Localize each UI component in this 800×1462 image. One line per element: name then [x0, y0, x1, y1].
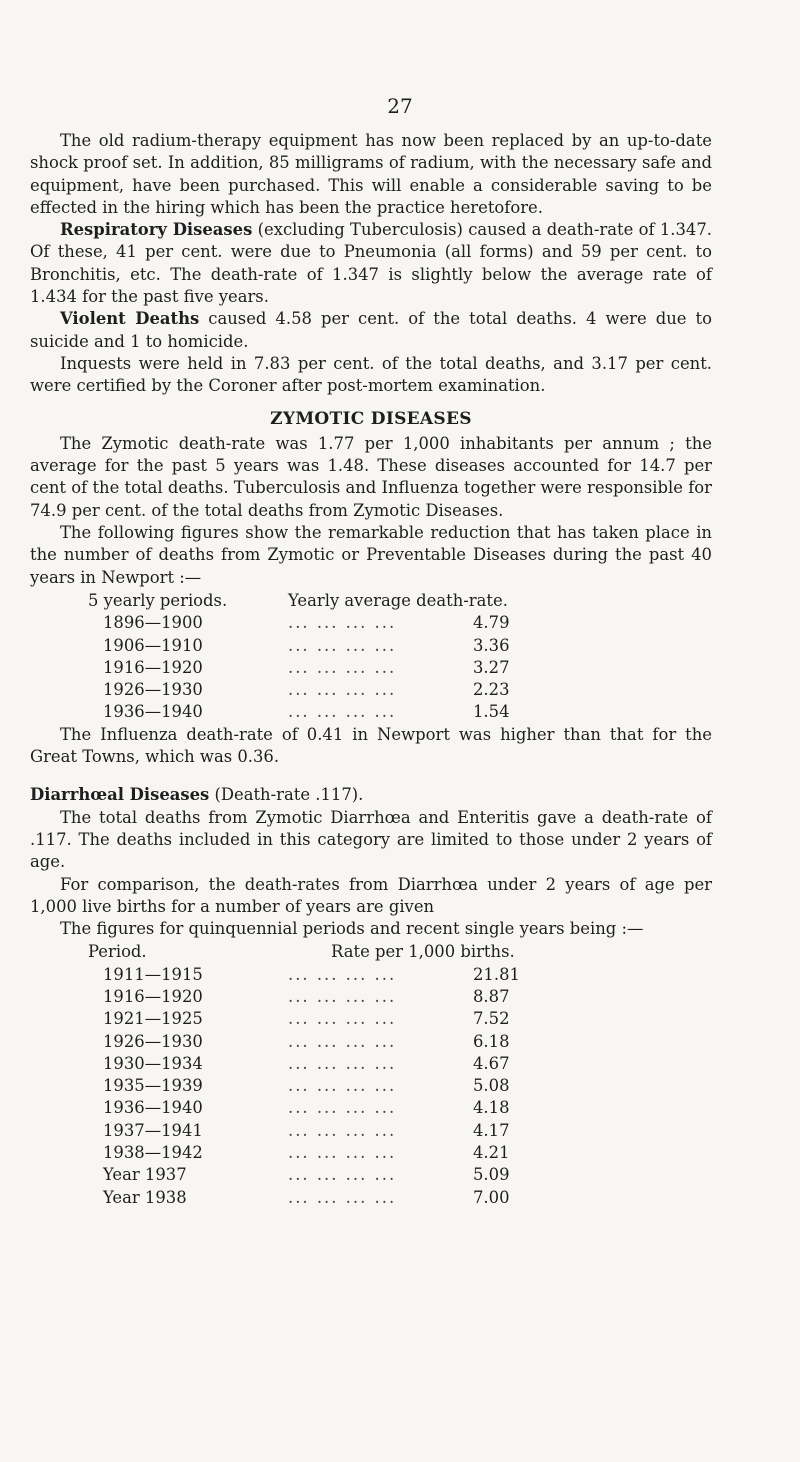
dot-leader: ... ... ... ... [288, 1009, 397, 1029]
diarrhoea-table [30, 941, 712, 1209]
zymotic-title: ZYMOTIC DISEASES [270, 408, 472, 429]
influenza-paragraph: The Influenza death-rate of 0.41 in Newport was higher than that for the Great Towns, which was 0.36. [30, 724, 712, 767]
table-row [30, 612, 712, 634]
dot-leader: ... ... ... ... [288, 1165, 397, 1185]
dot-leader: ... ... ... ... [288, 964, 397, 984]
rate-cell: 4.67 [473, 1053, 510, 1073]
table-row [30, 1008, 712, 1030]
table-row [30, 1142, 712, 1164]
zymotic-table-header [30, 590, 712, 612]
period-cell: 1936—1940 [103, 1098, 203, 1118]
dot-leader: ... ... ... ... [288, 657, 397, 677]
rate-cell: 5.08 [473, 1076, 510, 1096]
period-cell: Year 1938 [103, 1187, 187, 1207]
dot-leader: ... ... ... ... [288, 986, 397, 1006]
rate-cell: 4.21 [473, 1143, 510, 1163]
rate-cell: 7.00 [473, 1187, 510, 1207]
zymotic-col-rate-header: Yearly average death-rate. [288, 590, 508, 610]
period-cell: 1936—1940 [103, 702, 203, 722]
table-row [30, 1164, 712, 1186]
comparison-paragraph: For comparison, the death-rates from Diarrhœa under 2 years of age per 1,000 live births for a number of years are given [30, 874, 712, 916]
table-row [30, 1120, 712, 1142]
zymotic-table [30, 590, 712, 724]
rate-cell: 4.17 [473, 1120, 510, 1140]
table-row [30, 1097, 712, 1119]
period-cell: 1930—1934 [103, 1053, 203, 1073]
diarrhoea-col-period-header: Period. [88, 942, 147, 962]
table-row [30, 1187, 712, 1209]
rate-cell: 7.52 [473, 1009, 510, 1029]
rate-cell: 5.09 [473, 1165, 510, 1185]
table-row [30, 1075, 712, 1097]
following-paragraph: The following figures show the remarkable reduction that has taken place in the number of deaths from Zymotic or Preventable Diseases during the past 40 years in Newport :— [30, 523, 712, 587]
table-row [30, 964, 712, 986]
page-number: 27 [387, 94, 413, 118]
table-row [30, 1053, 712, 1075]
period-cell: 1926—1930 [103, 680, 203, 700]
period-cell: 1921—1925 [103, 1009, 203, 1029]
dot-leader: ... ... ... ... [288, 702, 397, 722]
rate-cell: 3.27 [473, 657, 510, 677]
respiratory-heading: Respiratory Diseases [60, 220, 253, 240]
quinquennial-paragraph: The figures for quinquennial periods and recent single years being :— [60, 919, 644, 939]
respiratory-paragraph [30, 219, 712, 308]
rate-cell: 1.54 [473, 702, 510, 722]
table-row [30, 1031, 712, 1053]
period-cell: 1937—1941 [103, 1120, 203, 1140]
period-cell: 1911—1915 [103, 964, 203, 984]
diarrhoeal-rate: (Death-rate .117). [209, 785, 364, 805]
table-row [30, 657, 712, 679]
inquests-paragraph: Inquests were held in 7.83 per cent. of the total deaths, and 3.17 per cent. were certified by the Coroner after post-mortem examination. [30, 353, 712, 396]
dot-leader: ... ... ... ... [288, 1187, 397, 1207]
radium-paragraph: The old radium-therapy equipment has now been replaced by an up-to-date shock proof set. In addition, 85 milligrams of radium, with the necessary safe and equipment, have been purchased. This will enable a considerable saving to be effected in the hiring which has been the practice heretofore. [30, 131, 712, 217]
rate-cell: 8.87 [473, 986, 510, 1006]
diarrhoea-table-header [30, 941, 712, 963]
rate-cell: 2.23 [473, 680, 510, 700]
table-row [30, 701, 712, 723]
rate-cell: 6.18 [473, 1031, 510, 1051]
violent-heading: Violent Deaths [60, 309, 200, 329]
rate-cell: 21.81 [473, 964, 520, 984]
violent-paragraph [30, 308, 712, 353]
period-cell: 1935—1939 [103, 1076, 203, 1096]
table-row [30, 635, 712, 657]
period-cell: 1916—1920 [103, 657, 203, 677]
table-row [30, 679, 712, 701]
dot-leader: ... ... ... ... [288, 1098, 397, 1118]
document-body [0, 130, 800, 1209]
diarrhoeal-heading: Diarrhœal Diseases [30, 785, 210, 805]
rate-cell: 3.36 [473, 635, 510, 655]
dot-leader: ... ... ... ... [288, 1143, 397, 1163]
table-row [30, 986, 712, 1008]
dot-leader: ... ... ... ... [288, 1076, 397, 1096]
dot-leader: ... ... ... ... [288, 1053, 397, 1073]
dot-leader: ... ... ... ... [288, 680, 397, 700]
dot-leader: ... ... ... ... [288, 635, 397, 655]
period-cell: 1916—1920 [103, 986, 203, 1006]
zymotic-rate-paragraph: The Zymotic death-rate was 1.77 per 1,000 inhabitants per annum ; the average for the past 5 years was 1.48. These diseases accounted for 14.7 per cent of the total deaths. Tuberculosis and Influenza together were responsible for 74.9 per cent. of the total deaths from Zymotic Diseases. [30, 433, 712, 520]
diarrhoeal-heading-line [30, 784, 712, 806]
period-cell: 1938—1942 [103, 1143, 203, 1163]
period-cell: 1906—1910 [103, 635, 203, 655]
period-cell: 1926—1930 [103, 1031, 203, 1051]
dot-leader: ... ... ... ... [288, 1031, 397, 1051]
rate-cell: 4.79 [473, 613, 510, 633]
rate-cell: 4.18 [473, 1098, 510, 1118]
total-deaths-paragraph: The total deaths from Zymotic Diarrhœa and Enteritis gave a death-rate of .117. The deaths included in this category are limited to those under 2 years of age. [30, 807, 712, 872]
period-cell: Year 1937 [103, 1165, 187, 1185]
respiratory-text: (excluding Tuberculosis) caused a death-rate of 1.347. Of these, 41 per cent. were due to Pneumonia (all forms) and 59 per cent. to Bronchitis, etc. The death-rate of 1.347 is slightly below the average rate of 1.434 for the past five years. [30, 220, 712, 307]
diarrhoea-col-rate-header: Rate per 1,000 births. [331, 942, 515, 962]
violent-text: caused 4.58 per cent. of the total deaths. 4 were due to suicide and 1 to homicide. [30, 309, 712, 351]
period-cell: 1896—1900 [103, 613, 203, 633]
dot-leader: ... ... ... ... [288, 613, 397, 633]
dot-leader: ... ... ... ... [288, 1120, 397, 1140]
zymotic-col-period-header: 5 yearly periods. [88, 590, 228, 610]
